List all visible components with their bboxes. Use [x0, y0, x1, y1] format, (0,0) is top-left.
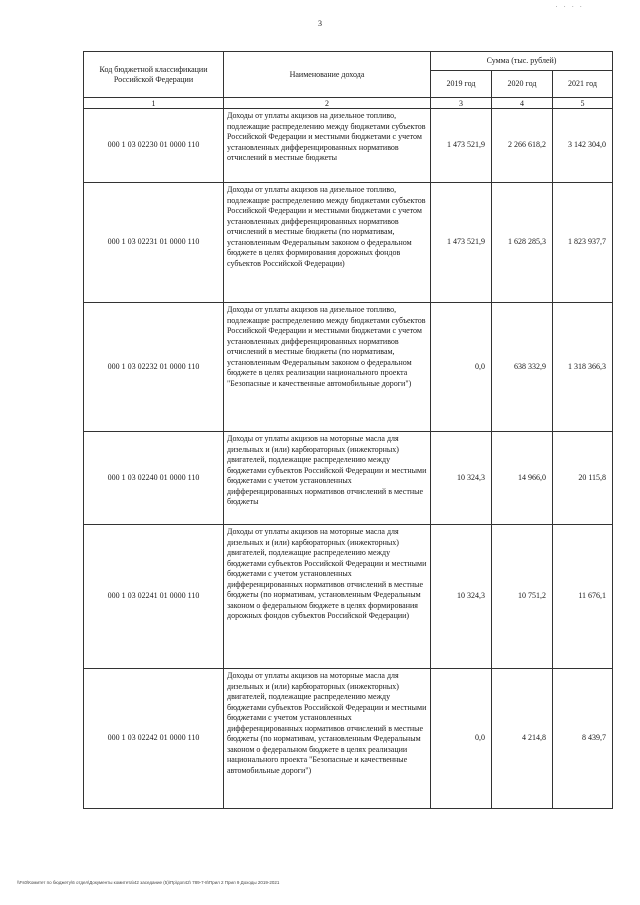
- header-year-2020: 2020 год: [492, 71, 553, 98]
- column-number: 4: [492, 98, 553, 109]
- row-value-2020: 2 266 618,2: [492, 109, 553, 183]
- row-value-2021: 20 115,8: [553, 432, 613, 525]
- column-number: 5: [553, 98, 613, 109]
- row-name: Доходы от уплаты акцизов на дизельное топливо, подлежащие распределению между бюджетами субъектов Российской Федерации и местными бюджетами с учетом установленных дифференцированных нормативов отчислений в местные бюджеты: [224, 109, 431, 183]
- top-marks: · · · ·: [555, 3, 584, 11]
- column-number: 3: [431, 98, 492, 109]
- header-year-2019: 2019 год: [431, 71, 492, 98]
- row-value-2019: 10 324,3: [431, 525, 492, 669]
- row-value-2021: 1 318 366,3: [553, 303, 613, 432]
- table-row: [84, 525, 613, 669]
- row-value-2019: 1 473 521,9: [431, 109, 492, 183]
- row-name: Доходы от уплаты акцизов на дизельное топливо, подлежащие распределению между бюджетами субъектов Российской Федерации и местными бюджетами с учетом установленных дифференцированных нормативов отчислений в местные бюджеты (по нормативам, установленным Федеральным законом о федеральном бюджете в целях реализации национального проекта "Безопасные и качественные автомобильные дороги"): [224, 303, 431, 432]
- row-code: 000 1 03 02240 01 0000 110: [84, 432, 224, 525]
- row-value-2019: 0,0: [431, 303, 492, 432]
- row-code: 000 1 03 02242 01 0000 110: [84, 669, 224, 809]
- row-value-2020: 4 214,8: [492, 669, 553, 809]
- row-value-2019: 10 324,3: [431, 432, 492, 525]
- row-value-2020: 1 628 285,3: [492, 183, 553, 303]
- table-row: [84, 109, 613, 183]
- table-row: [84, 432, 613, 525]
- row-code: 000 1 03 02230 01 0000 110: [84, 109, 224, 183]
- row-value-2020: 10 751,2: [492, 525, 553, 669]
- row-value-2020: 638 332,9: [492, 303, 553, 432]
- row-value-2021: 3 142 304,0: [553, 109, 613, 183]
- table-row: [84, 183, 613, 303]
- row-name: Доходы от уплаты акцизов на моторные масла для дизельных и (или) карбюраторных (инжекторных) двигателей, подлежащие распределению между бюджетами субъектов Российской Федерации и местными бюджетами с учетом установленных дифференцированных нормативов отчислений в местные бюджеты (по нормативам, установленным Федеральным законом о федеральном бюджете в целях реализации национального проекта "Безопасные и качественные автомобильные дороги"): [224, 669, 431, 809]
- row-value-2019: 1 473 521,9: [431, 183, 492, 303]
- table-row: [84, 303, 613, 432]
- header-sum: Сумма (тыс. рублей): [431, 52, 613, 71]
- row-name: Доходы от уплаты акцизов на дизельное топливо, подлежащие распределению между бюджетами субъектов Российской Федерации и местными бюджетами с учетом установленных дифференцированных нормативов отчислений в местные бюджеты (по нормативам, установленным Федеральным законом о федеральном бюджете в целях формирования дорожных фондов субъектов Российской Федерации): [224, 183, 431, 303]
- column-number: 1: [84, 98, 224, 109]
- row-value-2021: 11 676,1: [553, 525, 613, 669]
- footer-file-path: \\Fs0\Комитет по бюджету\6 отдел\Документы комитета\42 заседание (5)\Пр\доп42\ 789-7-8\Прил 2 Прил 9 Доходы 2019-2021: [17, 880, 280, 885]
- row-value-2021: 8 439,7: [553, 669, 613, 809]
- page-number: 3: [318, 19, 322, 28]
- row-value-2019: 0,0: [431, 669, 492, 809]
- row-value-2021: 1 823 937,7: [553, 183, 613, 303]
- table-row: [84, 669, 613, 809]
- header-code: Код бюджетной классификации Российской Федерации: [84, 52, 224, 98]
- row-name: Доходы от уплаты акцизов на моторные масла для дизельных и (или) карбюраторных (инжекторных) двигателей, подлежащие распределению между бюджетами субъектов Российской Федерации и местными бюджетами с учетом установленных дифференцированных нормативов отчислений в местные бюджеты (по нормативам, установленным Федеральным законом о федеральном бюджете в целях формирования дорожных фондов субъектов Российской Федерации): [224, 525, 431, 669]
- revenue-table: [83, 51, 613, 809]
- row-code: 000 1 03 02241 01 0000 110: [84, 525, 224, 669]
- row-code: 000 1 03 02232 01 0000 110: [84, 303, 224, 432]
- header-year-2021: 2021 год: [553, 71, 613, 98]
- row-name: Доходы от уплаты акцизов на моторные масла для дизельных и (или) карбюраторных (инжекторных) двигателей, подлежащие распределению между бюджетами субъектов Российской Федерации и местными бюджетами с учетом установленных дифференцированных нормативов отчислений в местные бюджеты: [224, 432, 431, 525]
- row-value-2020: 14 966,0: [492, 432, 553, 525]
- header-name: Наименование дохода: [224, 52, 431, 98]
- column-number: 2: [224, 98, 431, 109]
- row-code: 000 1 03 02231 01 0000 110: [84, 183, 224, 303]
